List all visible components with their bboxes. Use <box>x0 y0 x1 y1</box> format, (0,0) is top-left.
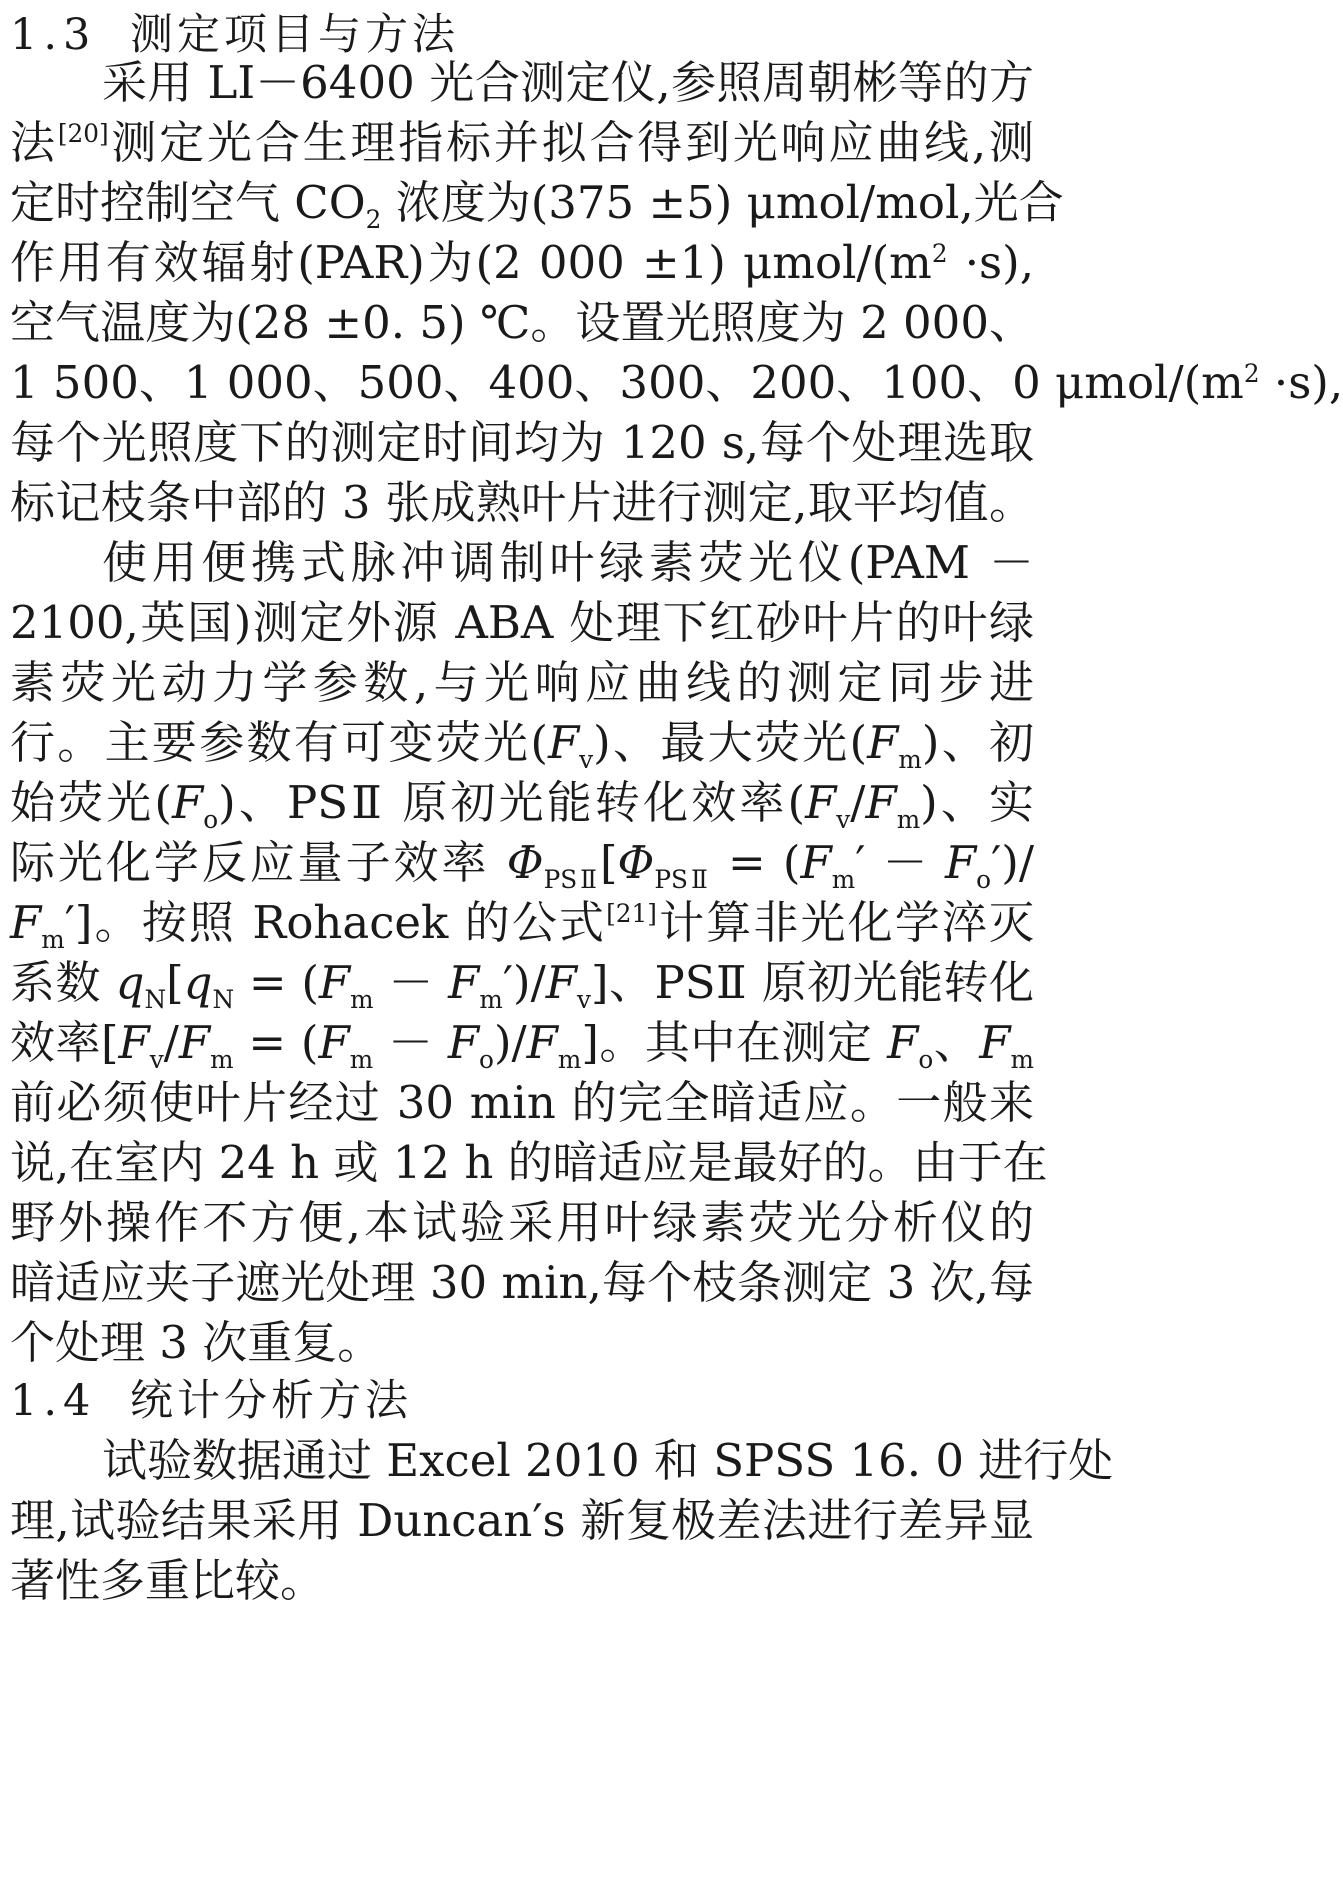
paragraph-line: 前必须使叶片经过 30 min 的完全暗适应。一般来 <box>10 1076 1034 1129</box>
section-title: 测定项目与方法 <box>130 10 459 60</box>
paragraph-line: 标记枝条中部的 3 张成熟叶片进行测定,取平均值。 <box>10 476 1034 529</box>
citation-ref: [21] <box>606 899 657 928</box>
section-number: 1.3 <box>10 10 97 60</box>
paragraph-line: 1 500、1 000、500、400、300、200、100、0 μmol/$(m^2 \cdot s)$, <box>10 356 1343 409</box>
paragraph-line: 使用便携式脉冲调制叶绿素荧光仪(PAM － <box>102 536 1034 589</box>
paragraph-line: 作用有效辐射(PAR)为(2 000 ±1) μmol/$(m^2 \cdot s)$, <box>10 236 1035 289</box>
paragraph-line: 采用 LI－6400 光合测定仪,参照周朝彬等的方 <box>102 56 1034 109</box>
paragraph-line: 暗适应夹子遮光处理 30 min,每个枝条测定 3 次,每 <box>10 1256 1034 1309</box>
paragraph-line: 每个光照度下的测定时间均为 120 s,每个处理选取 <box>10 416 1034 469</box>
section-number: 1.4 <box>10 1376 97 1426</box>
paragraph-line: 野外操作不方便,本试验采用叶绿素荧光分析仪的 <box>10 1196 1034 1249</box>
paragraph-line: 际光化学反应量子效率 $\Phi_{PSⅡ}[\Phi_{PSⅡ} = (F_m' - F_o')/$ <box>10 836 1035 894</box>
paragraph-line: 始荧光$(F_o)$、PSⅡ 原初光能转化效率$(F_v/F_m)$、实 <box>10 776 1035 834</box>
paragraph-line: 著性多重比较。 <box>10 1554 326 1607</box>
paragraph-line: 2100,英国)测定外源 ABA 处理下红砂叶片的叶绿 <box>10 596 1034 649</box>
section-title: 统计分析方法 <box>130 1376 412 1426</box>
paragraph-line: 效率$[F_v/F_m = (F_m - F_o)/F_m]$。其中在测定 $F_o$、$F_m$ <box>10 1016 1034 1074</box>
paragraph-line: 法[20]测定光合生理指标并拟合得到光响应曲线,测 <box>10 116 1034 169</box>
paragraph-line: 行。主要参数有可变荧光$(F_v)$、最大荧光$(F_m)$、初 <box>10 716 1034 774</box>
paragraph-line: 试验数据通过 Excel 2010 和 SPSS 16. 0 进行处 <box>102 1434 1114 1487</box>
citation-ref: [20] <box>57 119 109 148</box>
paragraph-line: $F_m'$]。按照 Rohacek 的公式[21]计算非光化学淬灭 <box>10 896 1034 954</box>
paragraph-line: 素荧光动力学参数,与光响应曲线的测定同步进 <box>10 656 1034 709</box>
paragraph-line: 理,试验结果采用 Duncan′s 新复极差法进行差异显 <box>10 1494 1034 1547</box>
paragraph-line: 说,在室内 24 h 或 12 h 的暗适应是最好的。由于在 <box>10 1136 1048 1189</box>
paragraph-line: 定时控制空气 $CO_2$ 浓度为(375 ±5) μmol/mol,光合 <box>10 176 1064 234</box>
paragraph-line: 个处理 3 次重复。 <box>10 1316 383 1369</box>
paragraph-line: 空气温度为(28 ±0. 5) ℃。设置光照度为 2 000、 <box>10 296 1034 349</box>
paragraph-line: 系数 $q_N[q_N = (F_m - F_m')/F_v]$、PSⅡ 原初光能转化 <box>10 956 1034 1014</box>
